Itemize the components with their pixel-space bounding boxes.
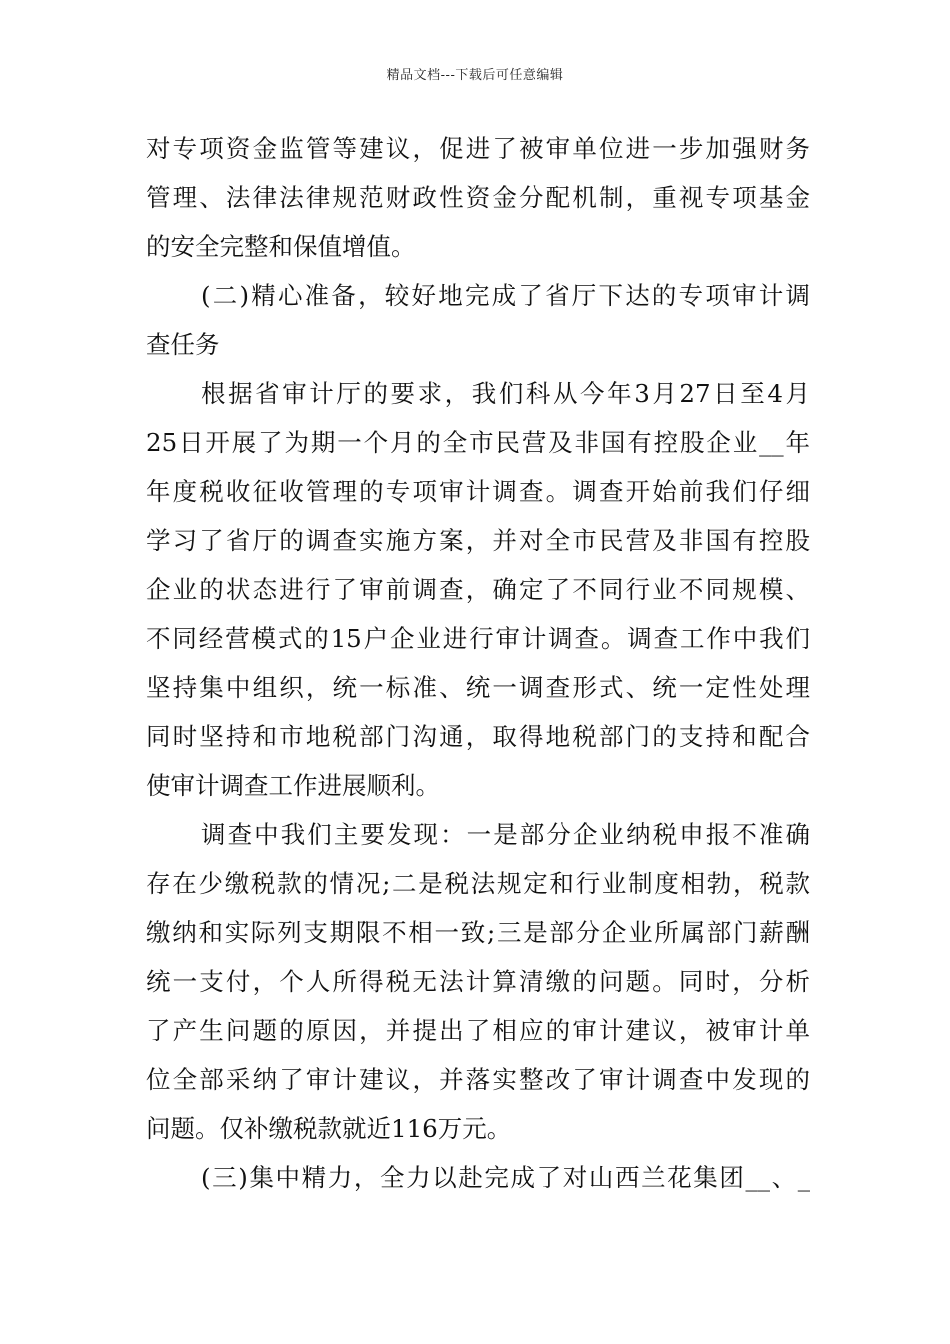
- text-line: 坚持集中组织，统一标准、统一调查形式、统一定性处理: [146, 673, 810, 702]
- text-line: 根据省审计厅的要求，我们科从今年3月27日至4月: [201, 379, 810, 408]
- text-line: 不同经营模式的15户企业进行审计调查。调查工作中我们: [146, 624, 810, 653]
- document-body: [146, 124, 810, 1202]
- page-header: 精品文档---下载后可任意编辑: [386, 68, 564, 83]
- text-line: (二)精心准备，较好地完成了省厅下达的专项审计调: [201, 281, 810, 310]
- text-line: 25日开展了为期一个月的全市民营及非国有控股企业__年: [146, 428, 810, 457]
- text-line: 管理、法律法律规范财政性资金分配机制，重视专项基金: [146, 183, 810, 212]
- text-line: 的安全完整和保值增值。: [146, 232, 416, 261]
- text-line: 问题。仅补缴税款就近116万元。: [146, 1114, 512, 1143]
- paragraph: [146, 124, 810, 271]
- text-line: 学习了省厅的调查实施方案，并对全市民营及非国有控股: [146, 526, 810, 555]
- text-line: 企业的状态进行了审前调查，确定了不同行业不同规模、: [146, 575, 810, 604]
- text-line: 位全部采纳了审计建议，并落实整改了审计调查中发现的: [146, 1065, 810, 1094]
- paragraph: [146, 810, 810, 1153]
- text-line: 对专项资金监管等建议，促进了被审单位进一步加强财务: [146, 134, 810, 163]
- text-line: 查任务: [146, 330, 220, 359]
- text-line: 调查中我们主要发现：一是部分企业纳税申报不准确: [201, 820, 810, 849]
- text-line: (三)集中精力，全力以赴完成了对山西兰花集团__、_: [201, 1163, 810, 1192]
- text-line: 年度税收征收管理的专项审计调查。调查开始前我们仔细: [146, 477, 810, 506]
- paragraph: [146, 369, 810, 810]
- text-line: 同时坚持和市地税部门沟通，取得地税部门的支持和配合: [146, 722, 810, 751]
- text-line: 缴纳和实际列支期限不相一致;三是部分企业所属部门薪酬: [146, 918, 810, 947]
- section-heading: [146, 271, 810, 369]
- text-line: 使审计调查工作进展顺利。: [146, 771, 440, 800]
- text-line: 统一支付，个人所得税无法计算清缴的问题。同时，分析: [146, 967, 810, 996]
- section-heading: [146, 1153, 810, 1202]
- text-line: 了产生问题的原因，并提出了相应的审计建议，被审计单: [146, 1016, 810, 1045]
- text-line: 存在少缴税款的情况;二是税法规定和行业制度相勃，税款: [146, 869, 810, 898]
